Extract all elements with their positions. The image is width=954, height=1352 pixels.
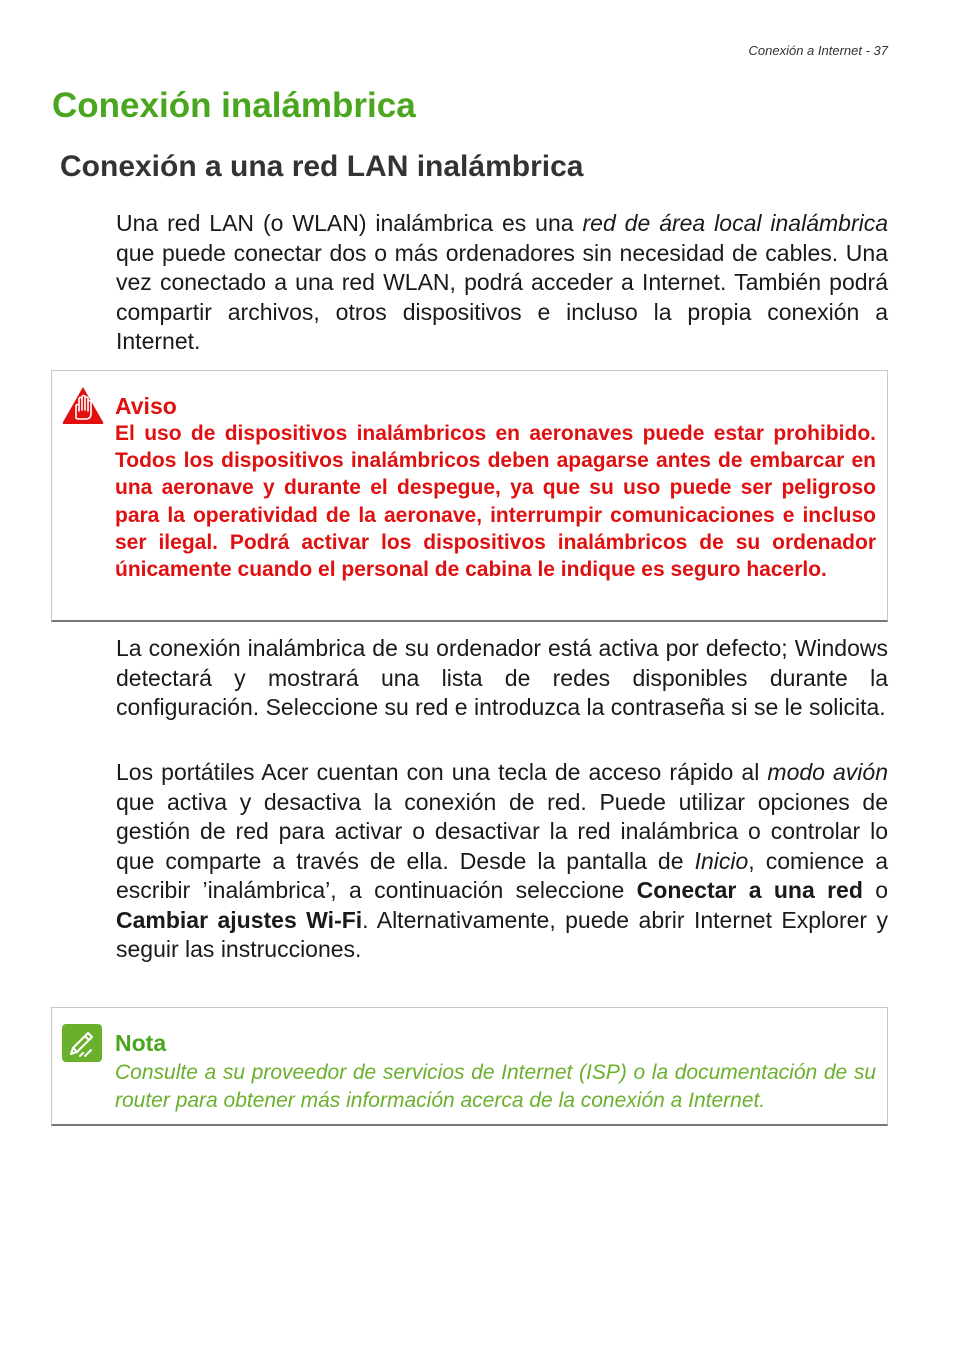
intro-paragraph: [116, 209, 888, 357]
default-connection-paragraph: La conexión inalámbrica de su ordenador está activa por defecto; Windows detectará y mostrará una lista de redes disponibles durante la configuración. Seleccione su red e introduzca la contraseña si se le solicita.: [116, 635, 888, 720]
p3-text-4: o: [862, 877, 889, 903]
warning-box: [51, 370, 888, 622]
p3-option-wifi: Cambiar ajustes Wi-Fi: [116, 906, 363, 933]
note-title: Nota: [115, 1030, 167, 1056]
note-box: [51, 1007, 888, 1126]
airplane-mode-paragraph: [116, 758, 888, 965]
p3-text-1: Los portátiles Acer cuentan con una tecla de acceso rápido al: [116, 759, 768, 785]
section-title: Conexión a una red LAN inalámbrica: [60, 150, 584, 183]
p3-text-3: , comience a escribir ’inalámbrica’, a continuación seleccione: [116, 847, 888, 903]
pencil-note-icon: [61, 1023, 103, 1063]
intro-term: red de área local inalámbrica: [582, 210, 889, 236]
warning-hand-icon: [61, 385, 105, 425]
p3-term-airplane: modo avión: [767, 759, 888, 785]
p3-option-connect: Conectar a una red: [636, 877, 863, 903]
p3-text-5: . Alternativamente, puede abrir Internet Explorer y seguir las instrucciones.: [116, 906, 888, 962]
p3-term-start: Inicio: [694, 847, 749, 874]
p3-text-2: que activa y desactiva la conexión de red. Puede utilizar opciones de gestión de red para activar o desactivar la red inalámbrica o controlar lo que comparte a través de ella. Desde la pantalla de: [116, 788, 888, 874]
intro-text-1: Una red LAN (o WLAN) inalámbrica es una: [116, 210, 583, 236]
page-title: Conexión inalámbrica: [52, 86, 416, 125]
warning-title: Aviso: [115, 393, 177, 419]
note-text: Consulte a su proveedor de servicios de Internet (ISP) o la documentación de su router para obtener más información acerca de la conexión a Internet.: [115, 1061, 876, 1112]
warning-text: El uso de dispositivos inalámbricos en aeronaves puede estar prohibido. Todos los dispositivos inalámbricos deben apagarse antes de embarcar en una aeronave y durante el despegue, ya que su uso puede ser peligroso para la operatividad de la aeronave, interrumpir comunicaciones e incluso ser ilegal. Podrá activar los dispositivos inalámbricos de su ordenador únicamente cuando el personal de cabina le indique es seguro hacerlo.: [115, 422, 876, 582]
running-header: Conexión a Internet - 37: [748, 43, 888, 58]
intro-text-2: que puede conectar dos o más ordenadores sin necesidad de cables. Una vez conectado a una red WLAN, podrá acceder a Internet. También podrá compartir archivos, otros dispositivos e incluso la propia conexión a Internet.: [116, 239, 888, 354]
